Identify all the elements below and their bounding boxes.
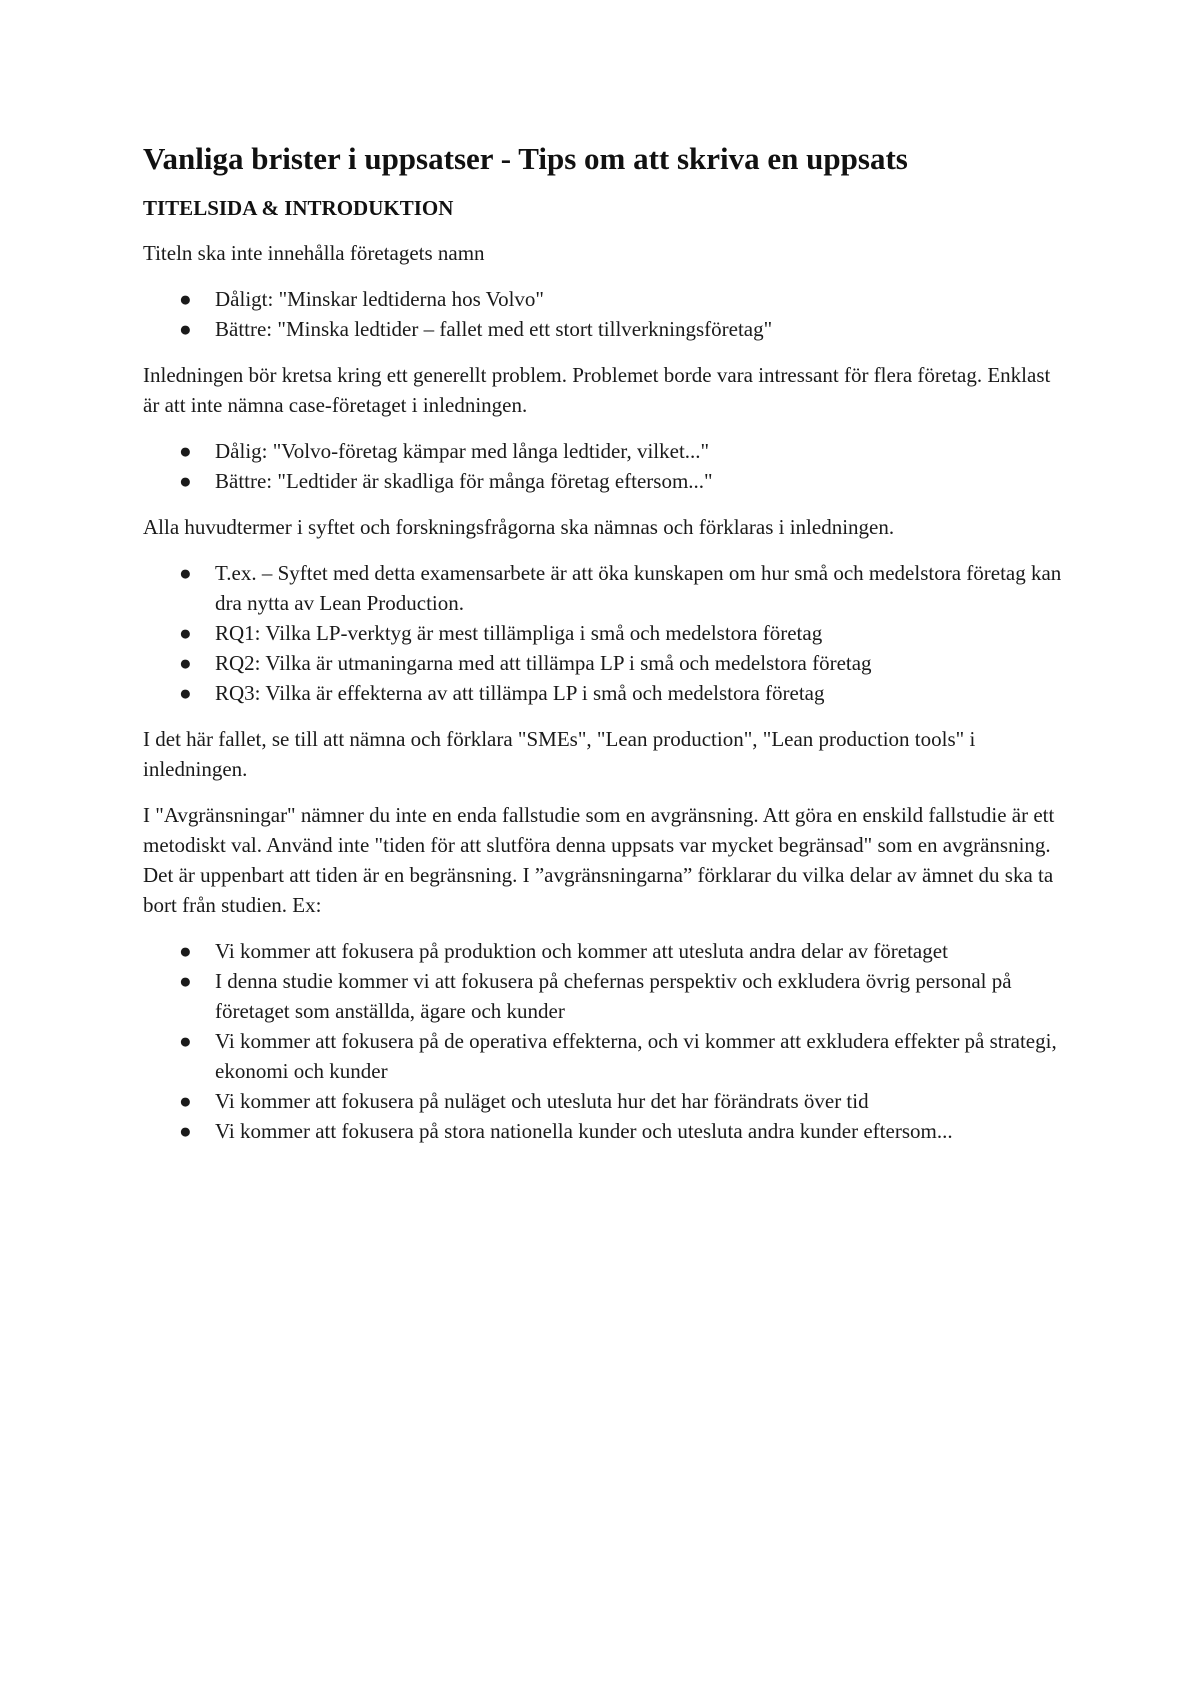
paragraph-title-rule: Titeln ska inte innehålla företagets namn — [143, 241, 485, 266]
bullet-list-title-examples — [143, 284, 1063, 344]
paragraph-terms-note: I det här fallet, se till att nämna och förklara "SMEs", "Lean production", "Lean production tools" i inledningen. — [143, 727, 976, 782]
bullet-icon: ● — [179, 1029, 192, 1054]
document-page — [143, 140, 1063, 1162]
list-item: ● Bättre: "Ledtider är skadliga för många företag eftersom..." — [215, 466, 1063, 496]
list-item: ● Dålig: "Volvo-företag kämpar med långa ledtider, vilket..." — [215, 436, 1063, 466]
document-title: Vanliga brister i uppsatser - Tips om att skriva en uppsats — [143, 141, 908, 176]
bullet-icon: ● — [179, 939, 192, 964]
bullet-icon: ● — [179, 1119, 192, 1144]
bullet-list-delimitations-examples — [143, 936, 1063, 1146]
paragraph-delimitations-rule: I "Avgränsningar" nämner du inte en enda fallstudie som en avgränsning. Att göra en enskild fallstudie är ett metodiskt val. Använd inte "tiden för att slutföra denna uppsats var mycket begränsad" som en avgränsning. Det är uppenbart att tiden är en begränsning. I ”avgränsningarna” förklarar du vilka delar av ämnet du ska ta bort från studien. Ex: — [143, 803, 1055, 918]
list-item: ● Vi kommer att fokusera på nuläget och utesluta hur det har förändrats över tid — [215, 1086, 1063, 1116]
bullet-list-terms-examples — [143, 558, 1063, 708]
list-item: ● RQ1: Vilka LP-verktyg är mest tillämpliga i små och medelstora företag — [215, 618, 1063, 648]
bullet-icon: ● — [179, 651, 192, 676]
paragraph-introduction-rule: Inledningen bör kretsa kring ett generellt problem. Problemet borde vara intressant för flera företag. Enklast är att inte nämna case-företaget i inledningen. — [143, 363, 1051, 418]
list-item: ● RQ2: Vilka är utmaningarna med att tillämpa LP i små och medelstora företag — [215, 648, 1063, 678]
section-heading: TITELSIDA & INTRODUKTION — [143, 196, 454, 221]
bullet-icon: ● — [179, 287, 192, 312]
list-item: ● Vi kommer att fokusera på produktion och kommer att utesluta andra delar av företaget — [215, 936, 1063, 966]
list-item: ● Dåligt: "Minskar ledtiderna hos Volvo" — [215, 284, 1063, 314]
list-item: ● T.ex. – Syftet med detta examensarbete är att öka kunskapen om hur små och medelstora företag kan dra nytta av Lean Production. — [215, 558, 1063, 618]
list-item: ● Vi kommer att fokusera på de operativa effekterna, och vi kommer att exkludera effekter på strategi, ekonomi och kunder — [215, 1026, 1063, 1086]
bullet-icon: ● — [179, 969, 192, 994]
bullet-icon: ● — [179, 469, 192, 494]
bullet-icon: ● — [179, 561, 192, 586]
paragraph-terms-rule: Alla huvudtermer i syftet och forskningsfrågorna ska nämnas och förklaras i inledningen. — [143, 515, 895, 540]
list-item: ● I denna studie kommer vi att fokusera på chefernas perspektiv och exkludera övrig personal på företaget som anställda, ägare och kunder — [215, 966, 1063, 1026]
bullet-icon: ● — [179, 621, 192, 646]
bullet-icon: ● — [179, 439, 192, 464]
list-item: ● RQ3: Vilka är effekterna av att tillämpa LP i små och medelstora företag — [215, 678, 1063, 708]
list-item: ● Vi kommer att fokusera på stora nationella kunder och utesluta andra kunder eftersom... — [215, 1116, 1063, 1146]
bullet-icon: ● — [179, 1089, 192, 1114]
bullet-icon: ● — [179, 317, 192, 342]
bullet-icon: ● — [179, 681, 192, 706]
list-item: ● Bättre: "Minska ledtider – fallet med ett stort tillverkningsföretag" — [215, 314, 1063, 344]
bullet-list-introduction-examples — [143, 436, 1063, 496]
